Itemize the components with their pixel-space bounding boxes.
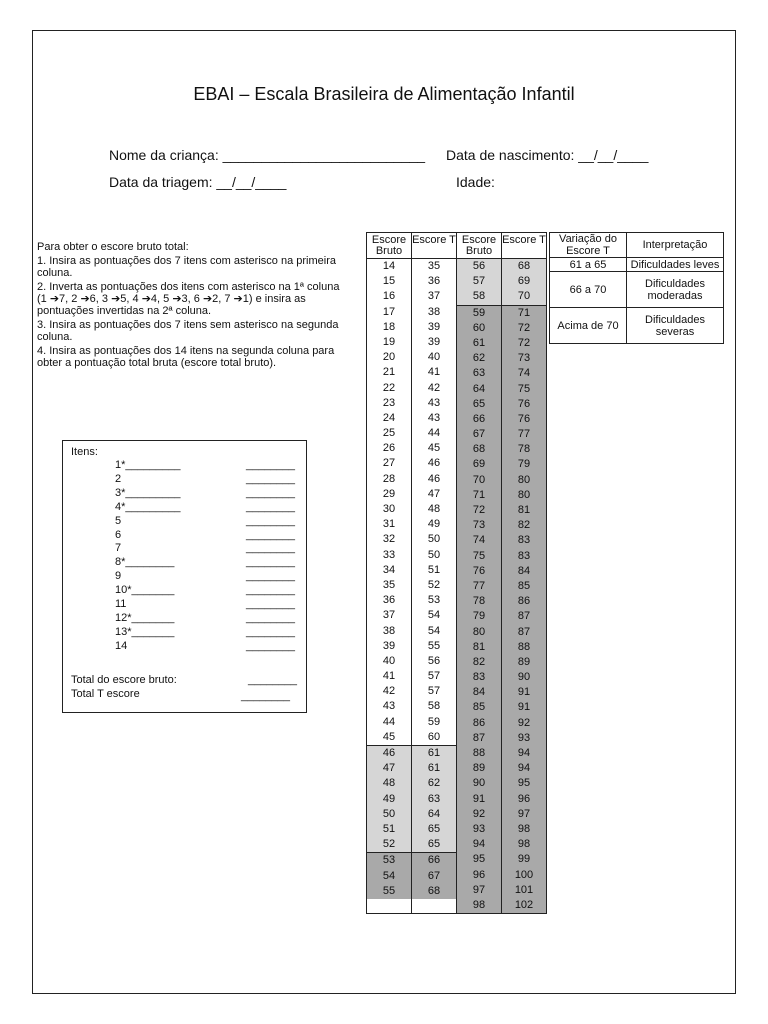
score-cell: 46 [427,472,441,485]
score-cell: 38 [427,305,441,318]
score-cell: 55 [427,639,441,652]
screening-date-field: Data da triagem: __/__/____ [109,174,287,190]
score-cell: 53 [382,854,396,867]
score-cell: 55 [382,884,396,897]
score-cell: 49 [382,792,396,805]
score-cell: 84 [517,564,531,577]
score-cell: 73 [472,519,486,532]
score-cell: 23 [382,396,396,409]
score-cell: 78 [517,443,531,456]
score-cell: 43 [427,396,441,409]
instruction-line: 2. Inverta as pontuações dos itens com asterisco na 1ª coluna [37,281,340,293]
score-cell: 69 [517,275,531,288]
score-cell: 102 [514,898,534,911]
score-cell: 44 [382,715,396,728]
score-cell: 42 [427,381,441,394]
score-cell: 68 [427,884,441,897]
score-cell: 44 [427,427,441,440]
score-cell: 63 [427,792,441,805]
score-cell: 84 [472,686,486,699]
score-cell: 97 [472,883,486,896]
score-cell: 65 [427,822,441,835]
score-cell: 27 [382,457,396,470]
item-score-blank[interactable]: ________ [246,528,295,541]
score-cell: 72 [472,504,486,516]
col3-dark [457,305,501,914]
score-cell: 35 [382,578,396,591]
item-label: 4*_________ [115,500,181,513]
score-cell: 73 [517,352,531,365]
header-escore-t-2: Escore T [502,234,546,246]
score-cell: 54 [427,624,441,637]
item-label: 2 [115,472,122,485]
col1-white [367,259,411,745]
score-cell: 42 [382,685,396,698]
item-score-blank[interactable]: ________ [246,459,295,471]
age-field: Idade: [456,174,495,190]
score-cell: 35 [427,260,441,272]
item-score-blank[interactable]: ________ [246,472,295,485]
score-cell: 94 [517,762,531,775]
item-label: 3*_________ [115,486,181,499]
score-cell: 39 [427,335,441,348]
score-cell: 83 [517,549,531,562]
score-cell: 70 [517,290,531,303]
col4-dark [502,305,546,914]
item-label: 9 [115,570,122,583]
score-cell: 83 [517,534,531,547]
interpretation-cell: Dificuldades moderadas [627,272,724,308]
score-cell: 93 [517,731,531,744]
score-cell: 36 [427,275,441,288]
score-cell: 48 [382,777,396,790]
col2-dark [412,852,456,899]
score-cell: 63 [472,367,486,380]
score-cell: 18 [382,320,396,333]
score-cell: 48 [427,503,441,515]
item-label: 8*________ [115,556,175,569]
score-cell: 87 [472,731,486,744]
score-cell: 87 [517,625,531,638]
item-score-blank[interactable]: ________ [246,625,295,638]
instruction-line: 4. Insira as pontuações dos 14 itens na segunda coluna para obter a pontuação total bruta (escore total bruto). [37,345,335,369]
score-cell: 83 [472,671,486,684]
score-cell: 75 [472,549,486,562]
score-cell: 47 [382,762,396,775]
score-cell: 45 [427,442,441,455]
score-cell: 72 [517,321,531,334]
total-raw-label: Total do escore bruto: [71,674,177,686]
instruction-line: Para obter o escore bruto total: [37,241,189,253]
instruction-line: (1 ➔7, 2 ➔6, 3 ➔5, 4 ➔4, 5 ➔3, 6 ➔2, 7 ➔1) e insira as pontuações invertidas na 2ª coluna. [37,293,306,317]
interpretation-cell: Dificuldades leves [627,258,724,272]
score-cell: 29 [382,487,396,500]
score-cell: 26 [382,442,396,455]
score-cell: 80 [517,473,531,486]
col2-light [412,745,456,852]
items-box [62,440,307,713]
score-cell: 74 [472,534,486,547]
col2-white [412,259,456,745]
score-cell: 31 [382,518,396,531]
score-cell: 65 [472,397,486,410]
score-cell: 53 [427,594,441,607]
instruction-line: 1. Insira as pontuações dos 7 itens com asterisco na primeira coluna. [37,255,336,279]
score-cell: 61 [427,762,441,775]
score-cell: 43 [382,700,396,713]
score-cell: 68 [517,260,531,272]
score-cell: 24 [382,411,396,424]
birth-date-field: Data de nascimento: __/__/____ [446,147,649,163]
score-cell: 50 [427,533,441,546]
score-cell: 61 [427,747,441,759]
score-cell: 61 [472,336,486,349]
header-escore-t-1: Escore T [412,234,456,246]
total-t-blank: ________ [241,690,290,702]
score-cell: 96 [517,792,531,805]
score-cell: 64 [472,382,486,395]
score-cell: 77 [517,428,531,441]
score-cell: 65 [427,838,441,851]
instruction-line: 3. Insira as pontuações dos 7 itens sem asterisco na segunda coluna. [37,319,339,343]
score-cell: 57 [472,275,486,288]
score-cell: 95 [472,853,486,866]
score-cell: 87 [517,610,531,623]
score-cell: 79 [517,458,531,471]
score-cell: 76 [517,397,531,410]
page-title: EBAI – Escala Brasileira de Alimentação Infantil [193,84,575,104]
score-cell: 92 [472,807,486,820]
score-cell: 67 [472,428,486,441]
score-cell: 88 [517,640,531,653]
score-cell: 86 [517,595,531,608]
score-cell: 58 [427,700,441,713]
score-cell: 57 [427,685,441,698]
score-cell: 43 [427,411,441,424]
score-cell: 41 [427,366,441,379]
score-cell: 74 [517,367,531,380]
score-cell: 91 [517,701,531,714]
item-score-blank[interactable]: ________ [246,542,295,555]
score-cell: 34 [382,563,396,576]
score-cell: 32 [382,533,396,546]
score-cell: 30 [382,503,396,515]
score-cell: 71 [472,488,486,501]
interpretation-cell: Dificuldades severas [627,308,724,344]
total-raw-blank: ________ [248,674,297,686]
score-cell: 100 [514,868,534,881]
score-cell: 54 [382,869,396,882]
score-cell: 91 [517,686,531,699]
item-score-blank[interactable]: ________ [246,514,295,527]
range-cell: Acima de 70 [550,308,627,344]
score-cell: 82 [472,655,486,668]
score-cell: 33 [382,548,396,561]
header-variation: Variação do Escore T [550,233,627,258]
item-label: 1*_________ [115,459,181,471]
score-cell: 78 [472,595,486,608]
col3-light [457,259,501,305]
score-cell: 79 [472,610,486,623]
score-cell: 60 [472,321,486,334]
score-cell: 80 [517,488,531,501]
score-cell: 90 [517,671,531,684]
score-cell: 77 [472,579,486,592]
score-cell: 81 [472,640,486,653]
item-score-blank[interactable]: ________ [246,500,295,513]
score-cell: 37 [382,609,396,622]
instructions [37,241,357,371]
score-cell: 59 [472,306,486,319]
score-cell: 101 [514,883,534,896]
score-cell: 58 [472,290,486,303]
item-score-blank[interactable]: ________ [246,486,295,499]
score-cell: 92 [517,716,531,729]
score-cell: 49 [427,518,441,531]
score-cell: 45 [382,730,396,743]
score-cell: 60 [427,730,441,743]
score-cell: 67 [427,869,441,882]
score-cell: 62 [472,352,486,365]
item-label: 5 [115,514,122,527]
score-cell: 50 [427,548,441,561]
score-cell: 94 [517,747,531,759]
score-cell: 64 [427,807,441,820]
score-cell: 93 [472,822,486,835]
col1-light [367,745,411,852]
item-score-blank[interactable]: ________ [246,570,295,583]
header-escore-bruto-2: Escore Bruto [461,234,497,257]
item-label: 12*_______ [115,611,175,624]
range-cell: 61 a 65 [550,258,627,272]
total-t-label: Total T escore [71,688,140,700]
score-cell: 66 [472,412,486,425]
score-cell: 82 [517,519,531,532]
item-label: 14 [115,639,128,652]
score-cell: 41 [382,670,396,683]
score-cell: 99 [517,853,531,866]
score-cell: 85 [472,701,486,714]
item-score-blank[interactable]: ________ [246,556,295,569]
item-score-blank[interactable]: ________ [246,598,295,610]
score-conversion-table [366,232,547,914]
score-cell: 15 [382,275,396,288]
item-label: 6 [115,528,122,541]
score-cell: 39 [382,639,396,652]
score-cell: 98 [517,822,531,835]
score-cell: 76 [517,412,531,425]
score-cell: 66 [427,854,441,867]
header-escore-bruto-1: Escore Bruto [371,234,407,257]
score-cell: 95 [517,777,531,790]
score-cell: 81 [517,504,531,516]
child-name-field: Nome da criança: __________________________ [109,147,426,163]
score-cell: 69 [472,458,486,471]
score-cell: 75 [517,382,531,395]
score-cell: 57 [427,670,441,683]
score-cell: 28 [382,472,396,485]
score-cell: 46 [382,747,396,759]
score-cell: 16 [382,290,396,303]
score-cell: 80 [472,625,486,638]
score-cell: 59 [427,715,441,728]
score-cell: 86 [472,716,486,729]
score-cell: 62 [427,777,441,790]
item-label: 11 [115,598,127,610]
score-cell: 89 [472,762,486,775]
score-cell: 52 [427,578,441,591]
score-cell: 51 [382,822,396,835]
score-cell: 70 [472,473,486,486]
score-cell: 89 [517,655,531,668]
score-cell: 36 [382,594,396,607]
score-cell: 54 [427,609,441,622]
item-score-blank[interactable]: ________ [246,639,295,652]
score-cell: 51 [427,563,441,576]
score-cell: 17 [382,305,396,318]
col1-dark [367,852,411,899]
score-cell: 52 [382,838,396,851]
score-cell: 25 [382,427,396,440]
score-cell: 50 [382,807,396,820]
score-cell: 38 [382,624,396,637]
score-cell: 68 [472,443,486,456]
score-cell: 40 [427,351,441,364]
score-cell: 91 [472,792,486,805]
score-cell: 97 [517,807,531,820]
item-score-blank[interactable]: ________ [246,611,295,624]
score-cell: 71 [517,306,531,319]
item-label: 13*_______ [115,625,175,638]
header-interpretation: Interpretação [627,233,724,258]
score-cell: 39 [427,320,441,333]
score-cell: 90 [472,777,486,790]
score-cell: 40 [382,654,396,667]
score-cell: 88 [472,747,486,759]
item-score-blank[interactable]: ________ [246,584,295,597]
score-cell: 47 [427,487,441,500]
score-cell: 98 [517,838,531,851]
score-cell: 20 [382,351,396,364]
score-cell: 98 [472,898,486,911]
score-cell: 72 [517,336,531,349]
score-cell: 94 [472,838,486,851]
items-header: Itens: [71,446,98,458]
item-label: 10*_______ [115,584,175,597]
score-cell: 46 [427,457,441,470]
score-cell: 14 [382,260,396,272]
score-cell: 37 [427,290,441,303]
score-cell: 56 [427,654,441,667]
score-cell: 76 [472,564,486,577]
interpretation-table [549,232,724,344]
score-cell: 56 [472,260,486,272]
score-cell: 96 [472,868,486,881]
score-cell: 21 [382,366,396,379]
score-cell: 19 [382,335,396,348]
col4-light [502,259,546,305]
item-label: 7 [115,542,122,555]
score-cell: 85 [517,579,531,592]
score-cell: 22 [382,381,396,394]
range-cell: 66 a 70 [550,272,627,308]
